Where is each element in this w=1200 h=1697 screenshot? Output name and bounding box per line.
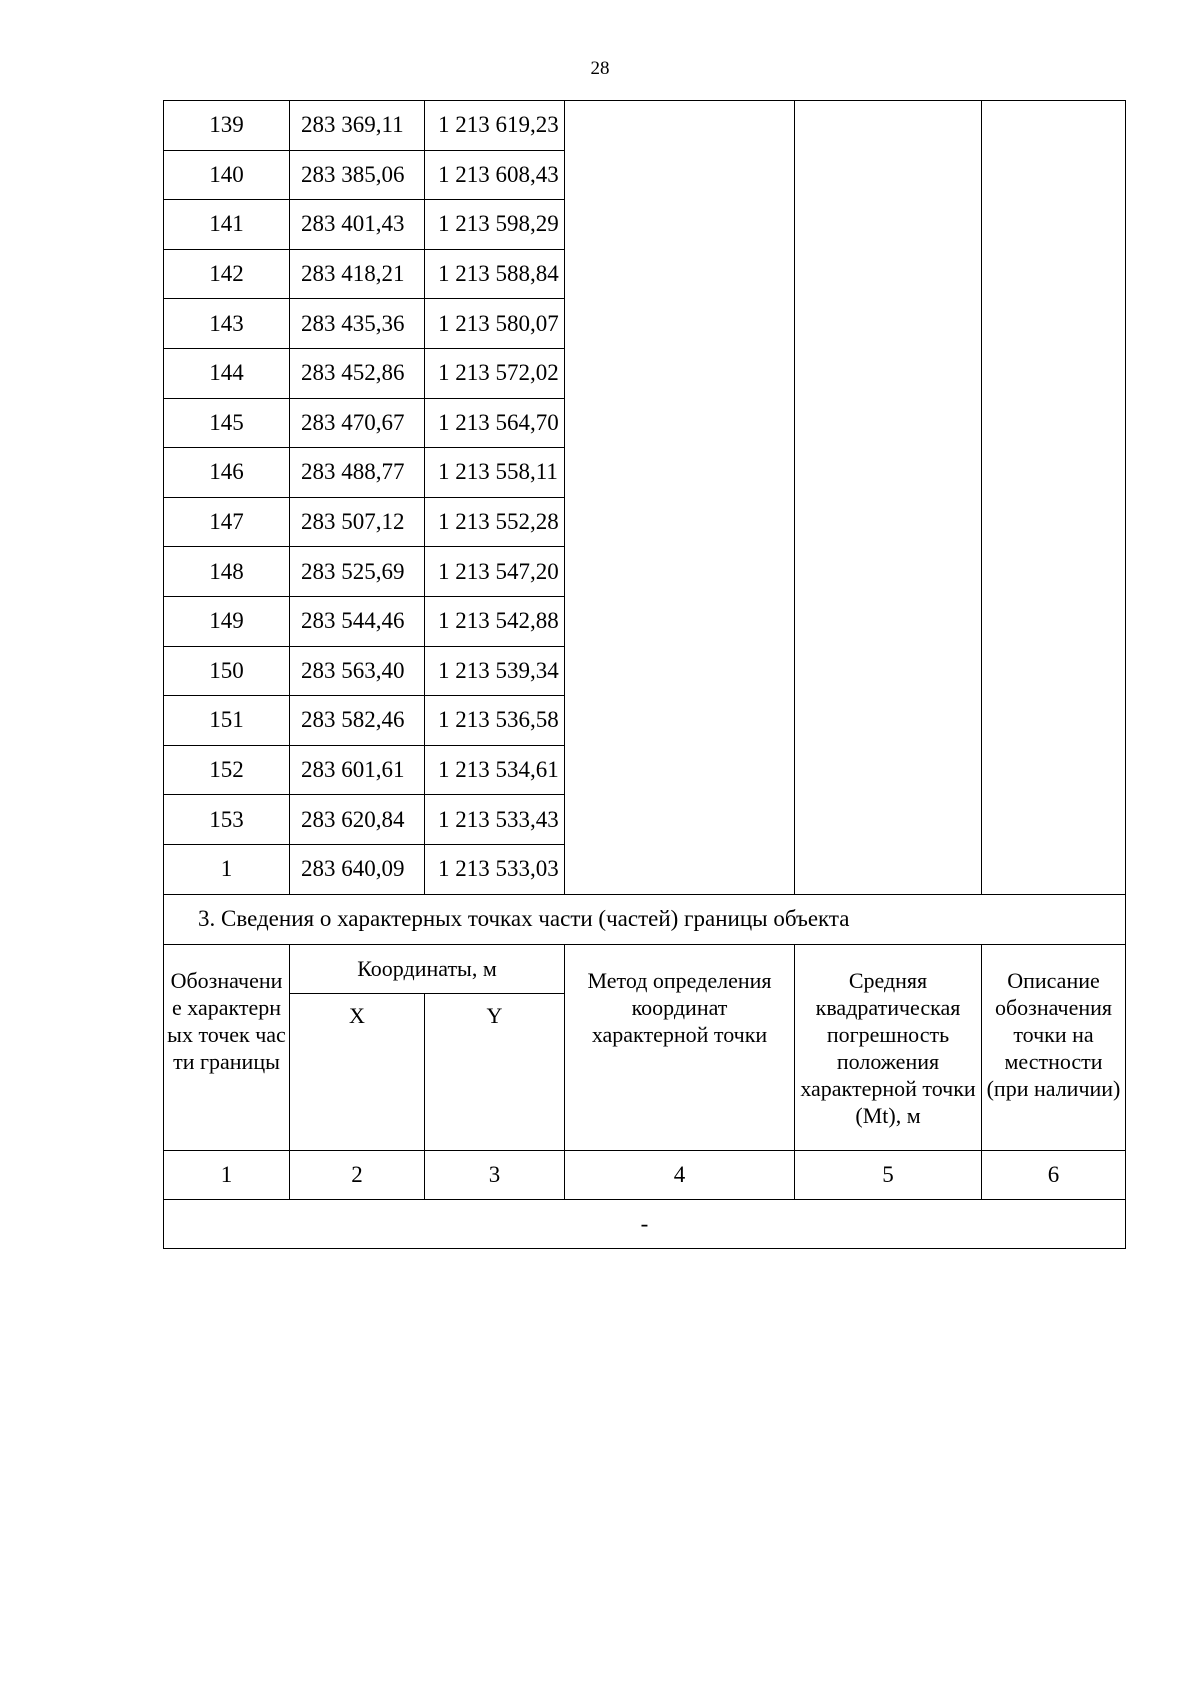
header-x: X bbox=[290, 993, 425, 1150]
method-cell bbox=[565, 795, 795, 845]
error-cell bbox=[795, 448, 982, 498]
point-number-cell: 148 bbox=[164, 547, 290, 597]
y-coordinate-cell: 1 213 536,58 bbox=[425, 696, 565, 746]
table-row bbox=[164, 795, 1126, 845]
method-cell bbox=[565, 844, 795, 894]
description-cell bbox=[982, 844, 1126, 894]
x-coordinate-cell: 283 525,69 bbox=[290, 547, 425, 597]
x-coordinate-cell: 283 470,67 bbox=[290, 398, 425, 448]
error-cell bbox=[795, 696, 982, 746]
error-cell bbox=[795, 646, 982, 696]
x-coordinate-cell: 283 507,12 bbox=[290, 497, 425, 547]
y-coordinate-cell: 1 213 533,03 bbox=[425, 844, 565, 894]
error-cell bbox=[795, 101, 982, 151]
coordinate-rows bbox=[164, 101, 1126, 895]
x-coordinate-cell: 283 452,86 bbox=[290, 348, 425, 398]
y-coordinate-cell: 1 213 608,43 bbox=[425, 150, 565, 200]
x-coordinate-cell: 283 544,46 bbox=[290, 596, 425, 646]
x-coordinate-cell: 283 488,77 bbox=[290, 448, 425, 498]
column-number: 3 bbox=[425, 1150, 565, 1199]
method-cell bbox=[565, 398, 795, 448]
column-numbers-row bbox=[164, 1150, 1126, 1199]
point-number-cell: 147 bbox=[164, 497, 290, 547]
table-row bbox=[164, 398, 1126, 448]
error-cell bbox=[795, 745, 982, 795]
point-number-cell: 142 bbox=[164, 249, 290, 299]
y-coordinate-cell: 1 213 533,43 bbox=[425, 795, 565, 845]
x-coordinate-cell: 283 601,61 bbox=[290, 745, 425, 795]
error-cell bbox=[795, 596, 982, 646]
table-row bbox=[164, 646, 1126, 696]
point-number-cell: 141 bbox=[164, 200, 290, 250]
error-cell bbox=[795, 844, 982, 894]
y-coordinate-cell: 1 213 534,61 bbox=[425, 745, 565, 795]
error-cell bbox=[795, 299, 982, 349]
point-number-cell: 153 bbox=[164, 795, 290, 845]
method-cell bbox=[565, 299, 795, 349]
error-cell bbox=[795, 348, 982, 398]
table-row bbox=[164, 150, 1126, 200]
table-row bbox=[164, 299, 1126, 349]
y-coordinate-cell: 1 213 542,88 bbox=[425, 596, 565, 646]
table-row bbox=[164, 745, 1126, 795]
y-coordinate-cell: 1 213 558,11 bbox=[425, 448, 565, 498]
table-row bbox=[164, 448, 1126, 498]
error-cell bbox=[795, 398, 982, 448]
method-cell bbox=[565, 646, 795, 696]
method-cell bbox=[565, 249, 795, 299]
method-cell bbox=[565, 101, 795, 151]
table-row bbox=[164, 844, 1126, 894]
y-coordinate-cell: 1 213 552,28 bbox=[425, 497, 565, 547]
y-coordinate-cell: 1 213 580,07 bbox=[425, 299, 565, 349]
table-row bbox=[164, 596, 1126, 646]
method-cell bbox=[565, 497, 795, 547]
table-row bbox=[164, 547, 1126, 597]
table-row bbox=[164, 348, 1126, 398]
error-cell bbox=[795, 547, 982, 597]
description-cell bbox=[982, 646, 1126, 696]
description-cell bbox=[982, 596, 1126, 646]
column-number: 4 bbox=[565, 1150, 795, 1199]
x-coordinate-cell: 283 435,36 bbox=[290, 299, 425, 349]
point-number-cell: 144 bbox=[164, 348, 290, 398]
header-designation: Обозначение характерных точек части границы bbox=[164, 944, 290, 1150]
table-row bbox=[164, 101, 1126, 151]
header-description: Описание обозначения точки на местности (при наличии) bbox=[982, 944, 1126, 1150]
boundary-points-table bbox=[163, 100, 1126, 1249]
method-cell bbox=[565, 745, 795, 795]
x-coordinate-cell: 283 640,09 bbox=[290, 844, 425, 894]
point-number-cell: 140 bbox=[164, 150, 290, 200]
header-method: Метод определения координат характерной точки bbox=[565, 944, 795, 1150]
header-y: Y bbox=[425, 993, 565, 1150]
point-number-cell: 149 bbox=[164, 596, 290, 646]
y-coordinate-cell: 1 213 598,29 bbox=[425, 200, 565, 250]
point-number-cell: 1 bbox=[164, 844, 290, 894]
method-cell bbox=[565, 696, 795, 746]
error-cell bbox=[795, 150, 982, 200]
description-cell bbox=[982, 497, 1126, 547]
point-number-cell: 146 bbox=[164, 448, 290, 498]
point-number-cell: 139 bbox=[164, 101, 290, 151]
error-cell bbox=[795, 249, 982, 299]
description-cell bbox=[982, 200, 1126, 250]
y-coordinate-cell: 1 213 572,02 bbox=[425, 348, 565, 398]
y-coordinate-cell: 1 213 619,23 bbox=[425, 101, 565, 151]
description-cell bbox=[982, 249, 1126, 299]
point-number-cell: 150 bbox=[164, 646, 290, 696]
table-row bbox=[164, 200, 1126, 250]
point-number-cell: 145 bbox=[164, 398, 290, 448]
method-cell bbox=[565, 200, 795, 250]
x-coordinate-cell: 283 369,11 bbox=[290, 101, 425, 151]
method-cell bbox=[565, 448, 795, 498]
description-cell bbox=[982, 696, 1126, 746]
y-coordinate-cell: 1 213 539,34 bbox=[425, 646, 565, 696]
x-coordinate-cell: 283 620,84 bbox=[290, 795, 425, 845]
description-cell bbox=[982, 299, 1126, 349]
y-coordinate-cell: 1 213 588,84 bbox=[425, 249, 565, 299]
description-cell bbox=[982, 101, 1126, 151]
table-row bbox=[164, 696, 1126, 746]
method-cell bbox=[565, 348, 795, 398]
x-coordinate-cell: 283 563,40 bbox=[290, 646, 425, 696]
x-coordinate-cell: 283 418,21 bbox=[290, 249, 425, 299]
description-cell bbox=[982, 150, 1126, 200]
column-number: 5 bbox=[795, 1150, 982, 1199]
description-cell bbox=[982, 745, 1126, 795]
column-number: 6 bbox=[982, 1150, 1126, 1199]
point-number-cell: 152 bbox=[164, 745, 290, 795]
method-cell bbox=[565, 547, 795, 597]
y-coordinate-cell: 1 213 564,70 bbox=[425, 398, 565, 448]
header-error: Средняя квадратическая погрешность положения характерной точки (Mt), м bbox=[795, 944, 982, 1150]
x-coordinate-cell: 283 401,43 bbox=[290, 200, 425, 250]
x-coordinate-cell: 283 385,06 bbox=[290, 150, 425, 200]
section-3 bbox=[164, 894, 1126, 1248]
description-cell bbox=[982, 448, 1126, 498]
x-coordinate-cell: 283 582,46 bbox=[290, 696, 425, 746]
error-cell bbox=[795, 497, 982, 547]
method-cell bbox=[565, 596, 795, 646]
method-cell bbox=[565, 150, 795, 200]
header-coordinates: Координаты, м bbox=[290, 944, 565, 993]
table-row bbox=[164, 497, 1126, 547]
error-cell bbox=[795, 200, 982, 250]
column-number: 1 bbox=[164, 1150, 290, 1199]
y-coordinate-cell: 1 213 547,20 bbox=[425, 547, 565, 597]
description-cell bbox=[982, 348, 1126, 398]
point-number-cell: 143 bbox=[164, 299, 290, 349]
column-number: 2 bbox=[290, 1150, 425, 1199]
section-3-title: 3. Сведения о характерных точках части (частей) границы объекта bbox=[164, 894, 1126, 944]
error-cell bbox=[795, 795, 982, 845]
empty-value-cell: - bbox=[164, 1199, 1126, 1248]
point-number-cell: 151 bbox=[164, 696, 290, 746]
description-cell bbox=[982, 398, 1126, 448]
table-row bbox=[164, 249, 1126, 299]
description-cell bbox=[982, 547, 1126, 597]
page-number: 28 bbox=[590, 58, 610, 79]
description-cell bbox=[982, 795, 1126, 845]
